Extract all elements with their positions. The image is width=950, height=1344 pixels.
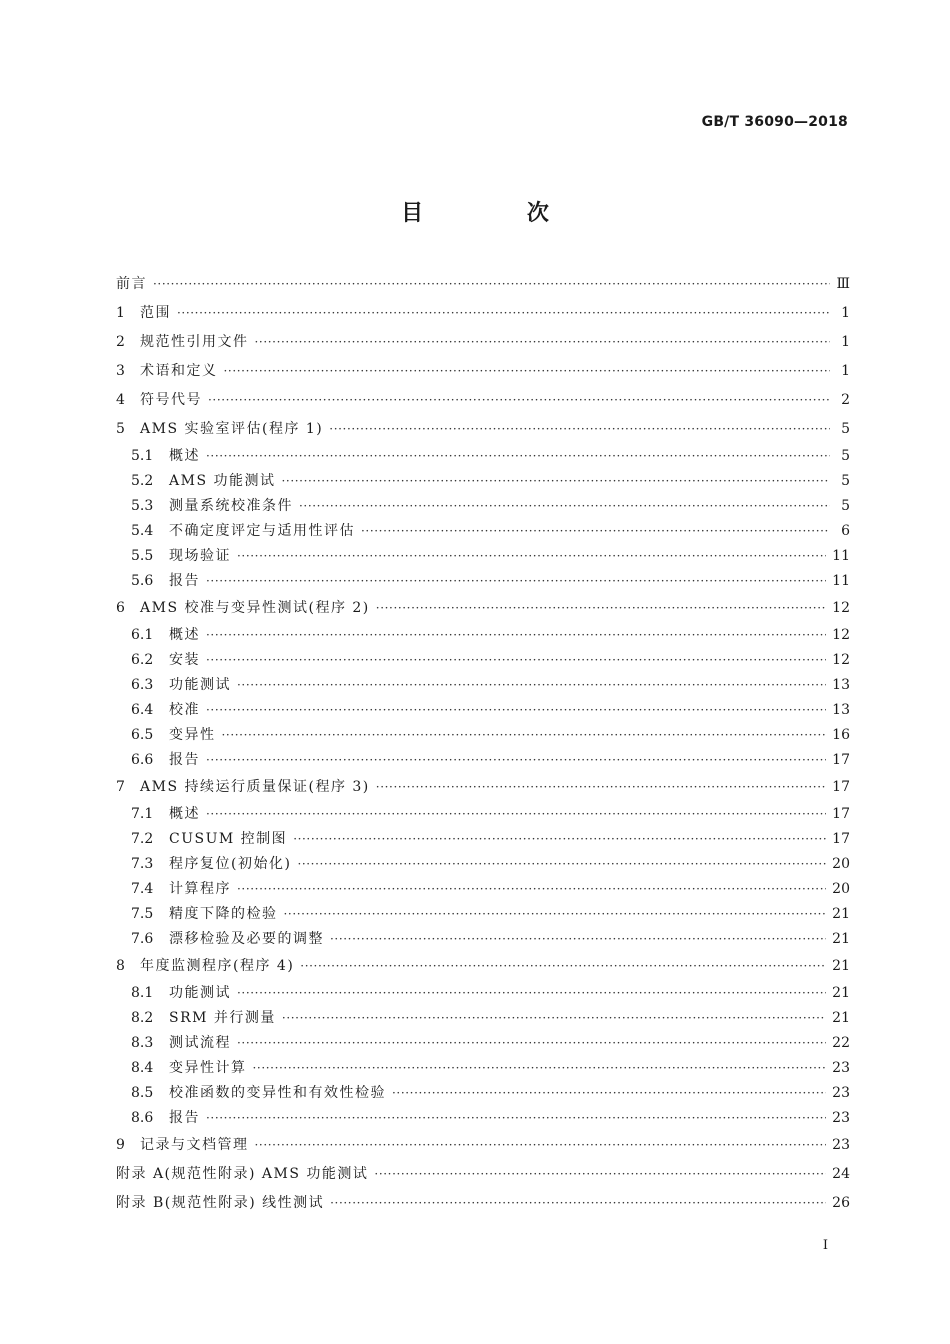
toc-leader-dots bbox=[206, 748, 826, 773]
toc-entry-page: 11 bbox=[832, 548, 850, 564]
toc-entry[interactable] bbox=[116, 299, 850, 328]
toc-entry-page: 21 bbox=[832, 931, 850, 947]
toc-entry[interactable] bbox=[116, 877, 850, 902]
toc-entry-page: 12 bbox=[832, 600, 850, 616]
page-title: 目 次 bbox=[401, 201, 597, 226]
toc-leader-dots bbox=[282, 469, 831, 494]
toc-leader-dots bbox=[282, 1006, 826, 1031]
toc-entry-number: 7.6 bbox=[131, 931, 154, 947]
toc-entry-number: 2 bbox=[116, 334, 125, 350]
toc-leader-dots bbox=[206, 623, 826, 648]
toc-leader-dots bbox=[361, 519, 830, 544]
toc-leader-dots bbox=[253, 1056, 827, 1081]
toc-entry-title: 概述 bbox=[169, 627, 200, 643]
toc-entry[interactable] bbox=[116, 519, 850, 544]
toc-entry[interactable] bbox=[116, 802, 850, 827]
toc-leader-dots bbox=[206, 1106, 826, 1131]
toc-entry[interactable] bbox=[116, 357, 850, 386]
toc-entry-title: AMS 功能测试 bbox=[169, 473, 276, 489]
toc-entry-page: 20 bbox=[832, 881, 850, 897]
toc-entry-page: 1 bbox=[841, 305, 850, 321]
toc-entry-number: 8.2 bbox=[131, 1010, 154, 1026]
toc-entry-title: 概述 bbox=[169, 448, 200, 464]
toc-entry-number: 5.1 bbox=[131, 448, 154, 464]
toc-leader-dots bbox=[293, 827, 826, 852]
toc-entry-number: 8.3 bbox=[131, 1035, 154, 1051]
toc-entry-page: 21 bbox=[832, 1010, 850, 1026]
toc-entry-number: 5.6 bbox=[131, 573, 154, 589]
toc-entry[interactable] bbox=[116, 444, 850, 469]
toc-entry-number: 8.4 bbox=[131, 1060, 154, 1076]
toc-leader-dots bbox=[330, 1189, 826, 1218]
toc-leader-dots bbox=[206, 802, 826, 827]
toc-leader-dots bbox=[284, 902, 827, 927]
toc-entry-page: 21 bbox=[832, 958, 850, 974]
toc-leader-dots bbox=[206, 648, 826, 673]
toc-entry-title: 规范性引用文件 bbox=[140, 334, 249, 350]
toc-entry-page: 16 bbox=[832, 727, 850, 743]
toc-entry-title: 功能测试 bbox=[169, 677, 231, 693]
toc-leader-dots bbox=[329, 415, 830, 444]
toc-entry-page: 5 bbox=[841, 498, 850, 514]
toc-leader-dots bbox=[206, 698, 826, 723]
toc-entry-number: 6.5 bbox=[131, 727, 154, 743]
toc-entry-title: 附录 A(规范性附录) AMS 功能测试 bbox=[116, 1166, 369, 1182]
toc-entry-number: 5.2 bbox=[131, 473, 154, 489]
toc-entry-title: 记录与文档管理 bbox=[140, 1137, 249, 1153]
toc-entry-number: 4 bbox=[116, 392, 125, 408]
toc-entry[interactable] bbox=[116, 1160, 850, 1189]
toc-entry[interactable] bbox=[116, 1031, 850, 1056]
toc-entry[interactable] bbox=[116, 827, 850, 852]
toc-entry[interactable] bbox=[116, 594, 850, 623]
toc-entry-page: 2 bbox=[841, 392, 850, 408]
toc-entry-number: 7.1 bbox=[131, 806, 154, 822]
toc-leader-dots bbox=[300, 952, 826, 981]
toc-entry-page: 12 bbox=[832, 652, 850, 668]
toc-leader-dots bbox=[222, 723, 827, 748]
toc-leader-dots bbox=[330, 927, 826, 952]
toc-entry-title: 术语和定义 bbox=[140, 363, 218, 379]
toc-entry[interactable] bbox=[116, 623, 850, 648]
toc-leader-dots bbox=[237, 981, 826, 1006]
toc-entry-title: 测试流程 bbox=[169, 1035, 231, 1051]
toc-entry-page: 20 bbox=[832, 856, 850, 872]
toc-entry[interactable] bbox=[116, 981, 850, 1006]
toc-entry-page: Ⅲ bbox=[836, 276, 850, 292]
toc-leader-dots bbox=[237, 877, 826, 902]
toc-entry[interactable] bbox=[116, 469, 850, 494]
toc-entry-page: 23 bbox=[832, 1137, 850, 1153]
toc-entry-number: 5.3 bbox=[131, 498, 154, 514]
toc-entry[interactable] bbox=[116, 723, 850, 748]
toc-entry-title: 前言 bbox=[116, 276, 147, 292]
toc-entry-number: 7.5 bbox=[131, 906, 154, 922]
toc-entry-page: 1 bbox=[841, 363, 850, 379]
toc-entry[interactable] bbox=[116, 1006, 850, 1031]
toc-entry-number: 8 bbox=[116, 958, 125, 974]
toc-leader-dots bbox=[206, 444, 830, 469]
toc-entry-page: 23 bbox=[832, 1085, 850, 1101]
toc-entry-number: 7.3 bbox=[131, 856, 154, 872]
toc-entry-number: 7 bbox=[116, 779, 125, 795]
toc-entry[interactable] bbox=[116, 1106, 850, 1131]
toc-entry-page: 17 bbox=[832, 752, 850, 768]
toc-entry[interactable] bbox=[116, 648, 850, 673]
toc-entry-page: 21 bbox=[832, 985, 850, 1001]
toc-leader-dots bbox=[224, 357, 831, 386]
toc-entry-page: 17 bbox=[832, 779, 850, 795]
toc-entry-title: 漂移检验及必要的调整 bbox=[169, 931, 324, 947]
toc-entry-title: 精度下降的检验 bbox=[169, 906, 278, 922]
toc-entry-page: 24 bbox=[832, 1166, 850, 1182]
toc-entry[interactable] bbox=[116, 328, 850, 357]
toc-entry[interactable] bbox=[116, 902, 850, 927]
toc-entry[interactable] bbox=[116, 698, 850, 723]
toc-entry-page: 11 bbox=[832, 573, 850, 589]
toc-entry-title: 现场验证 bbox=[169, 548, 231, 564]
toc-entry[interactable] bbox=[116, 852, 850, 877]
toc-entry-page: 26 bbox=[832, 1195, 850, 1211]
toc-entry-title: 不确定度评定与适用性评估 bbox=[169, 523, 355, 539]
toc-entry-title: 报告 bbox=[169, 752, 200, 768]
toc-leader-dots bbox=[374, 1160, 826, 1189]
toc-entry-title: 范围 bbox=[140, 305, 171, 321]
toc-leader-dots bbox=[376, 594, 826, 623]
toc-entry-page: 23 bbox=[832, 1060, 850, 1076]
toc-entry-page: 6 bbox=[841, 523, 850, 539]
toc-leader-dots bbox=[208, 386, 830, 415]
toc-entry-title: AMS 持续运行质量保证(程序 3) bbox=[140, 779, 370, 795]
toc-leader-dots bbox=[237, 1031, 826, 1056]
toc-entry-number: 8.5 bbox=[131, 1085, 154, 1101]
toc-entry[interactable] bbox=[116, 1189, 850, 1218]
toc-leader-dots bbox=[255, 1131, 827, 1160]
toc-entry-number: 6.1 bbox=[131, 627, 154, 643]
toc-entry-title: AMS 校准与变异性测试(程序 2) bbox=[140, 600, 370, 616]
toc-entry[interactable] bbox=[116, 952, 850, 981]
toc-entry[interactable] bbox=[116, 748, 850, 773]
toc-entry[interactable] bbox=[116, 927, 850, 952]
toc-entry-page: 5 bbox=[841, 448, 850, 464]
toc-entry-title: 校准 bbox=[169, 702, 200, 718]
toc-entry-number: 6.2 bbox=[131, 652, 154, 668]
toc-entry[interactable] bbox=[116, 270, 850, 299]
toc-entry[interactable] bbox=[116, 494, 850, 519]
toc-entry-title: 报告 bbox=[169, 1110, 200, 1126]
toc-entry-page: 13 bbox=[832, 702, 850, 718]
toc-leader-dots bbox=[297, 852, 826, 877]
toc-entry[interactable] bbox=[116, 415, 850, 444]
toc-entry-title: 变异性计算 bbox=[169, 1060, 247, 1076]
toc-entry-number: 6.3 bbox=[131, 677, 154, 693]
toc-entry-number: 5 bbox=[116, 421, 125, 437]
toc-entry[interactable] bbox=[116, 544, 850, 569]
toc-entry-title: 程序复位(初始化) bbox=[169, 856, 292, 872]
toc-entry-title: 安装 bbox=[169, 652, 200, 668]
toc-entry[interactable] bbox=[116, 1081, 850, 1106]
toc-entry-title: 变异性 bbox=[169, 727, 216, 743]
toc-entry[interactable] bbox=[116, 773, 850, 802]
toc-entry-title: 功能测试 bbox=[169, 985, 231, 1001]
toc-entry-title: 报告 bbox=[169, 573, 200, 589]
toc-entry-page: 17 bbox=[832, 806, 850, 822]
toc-leader-dots bbox=[206, 569, 826, 594]
toc-entry-title: 附录 B(规范性附录) 线性测试 bbox=[116, 1195, 325, 1211]
toc-entry[interactable] bbox=[116, 673, 850, 698]
standard-code: GB/T 36090—2018 bbox=[701, 114, 848, 130]
toc-entry-page: 23 bbox=[832, 1110, 850, 1126]
toc-entry-page: 5 bbox=[841, 421, 850, 437]
toc-entry-number: 5.4 bbox=[131, 523, 154, 539]
toc-leader-dots bbox=[255, 328, 831, 357]
toc-entry-page: 5 bbox=[841, 473, 850, 489]
toc-entry-number: 7.4 bbox=[131, 881, 154, 897]
page-number: I bbox=[822, 1238, 828, 1253]
toc-entry-number: 8.1 bbox=[131, 985, 154, 1001]
toc-entry-page: 12 bbox=[832, 627, 850, 643]
toc-entry[interactable] bbox=[116, 569, 850, 594]
toc-entry-title: SRM 并行测量 bbox=[169, 1010, 276, 1026]
toc-entry-page: 17 bbox=[832, 831, 850, 847]
toc-leader-dots bbox=[376, 773, 826, 802]
toc-leader-dots bbox=[237, 673, 826, 698]
toc-leader-dots bbox=[177, 299, 830, 328]
toc-entry-title: 校准函数的变异性和有效性检验 bbox=[169, 1085, 386, 1101]
toc-entry-page: 13 bbox=[832, 677, 850, 693]
toc-entry-page: 1 bbox=[841, 334, 850, 350]
toc-entry-title: 概述 bbox=[169, 806, 200, 822]
toc-entry-title: 年度监测程序(程序 4) bbox=[140, 958, 295, 974]
toc-entry-number: 1 bbox=[116, 305, 125, 321]
toc-entry-number: 8.6 bbox=[131, 1110, 154, 1126]
toc-entry[interactable] bbox=[116, 1056, 850, 1081]
toc-entry-number: 6.6 bbox=[131, 752, 154, 768]
toc-entry-title: 符号代号 bbox=[140, 392, 202, 408]
toc-entry-number: 3 bbox=[116, 363, 125, 379]
toc-entry-number: 6 bbox=[116, 600, 125, 616]
toc-entry-number: 7.2 bbox=[131, 831, 154, 847]
toc-entry-title: CUSUM 控制图 bbox=[169, 831, 288, 847]
toc-leader-dots bbox=[299, 494, 830, 519]
table-of-contents bbox=[116, 270, 850, 1218]
toc-leader-dots bbox=[153, 270, 830, 299]
toc-entry-title: 测量系统校准条件 bbox=[169, 498, 293, 514]
toc-entry-number: 9 bbox=[116, 1137, 125, 1153]
toc-entry-page: 22 bbox=[832, 1035, 850, 1051]
toc-entry-page: 21 bbox=[832, 906, 850, 922]
toc-entry[interactable] bbox=[116, 386, 850, 415]
toc-entry-number: 5.5 bbox=[131, 548, 154, 564]
toc-entry[interactable] bbox=[116, 1131, 850, 1160]
toc-entry-number: 6.4 bbox=[131, 702, 154, 718]
toc-entry-title: AMS 实验室评估(程序 1) bbox=[140, 421, 324, 437]
toc-leader-dots bbox=[392, 1081, 826, 1106]
toc-entry-title: 计算程序 bbox=[169, 881, 231, 897]
toc-leader-dots bbox=[237, 544, 826, 569]
